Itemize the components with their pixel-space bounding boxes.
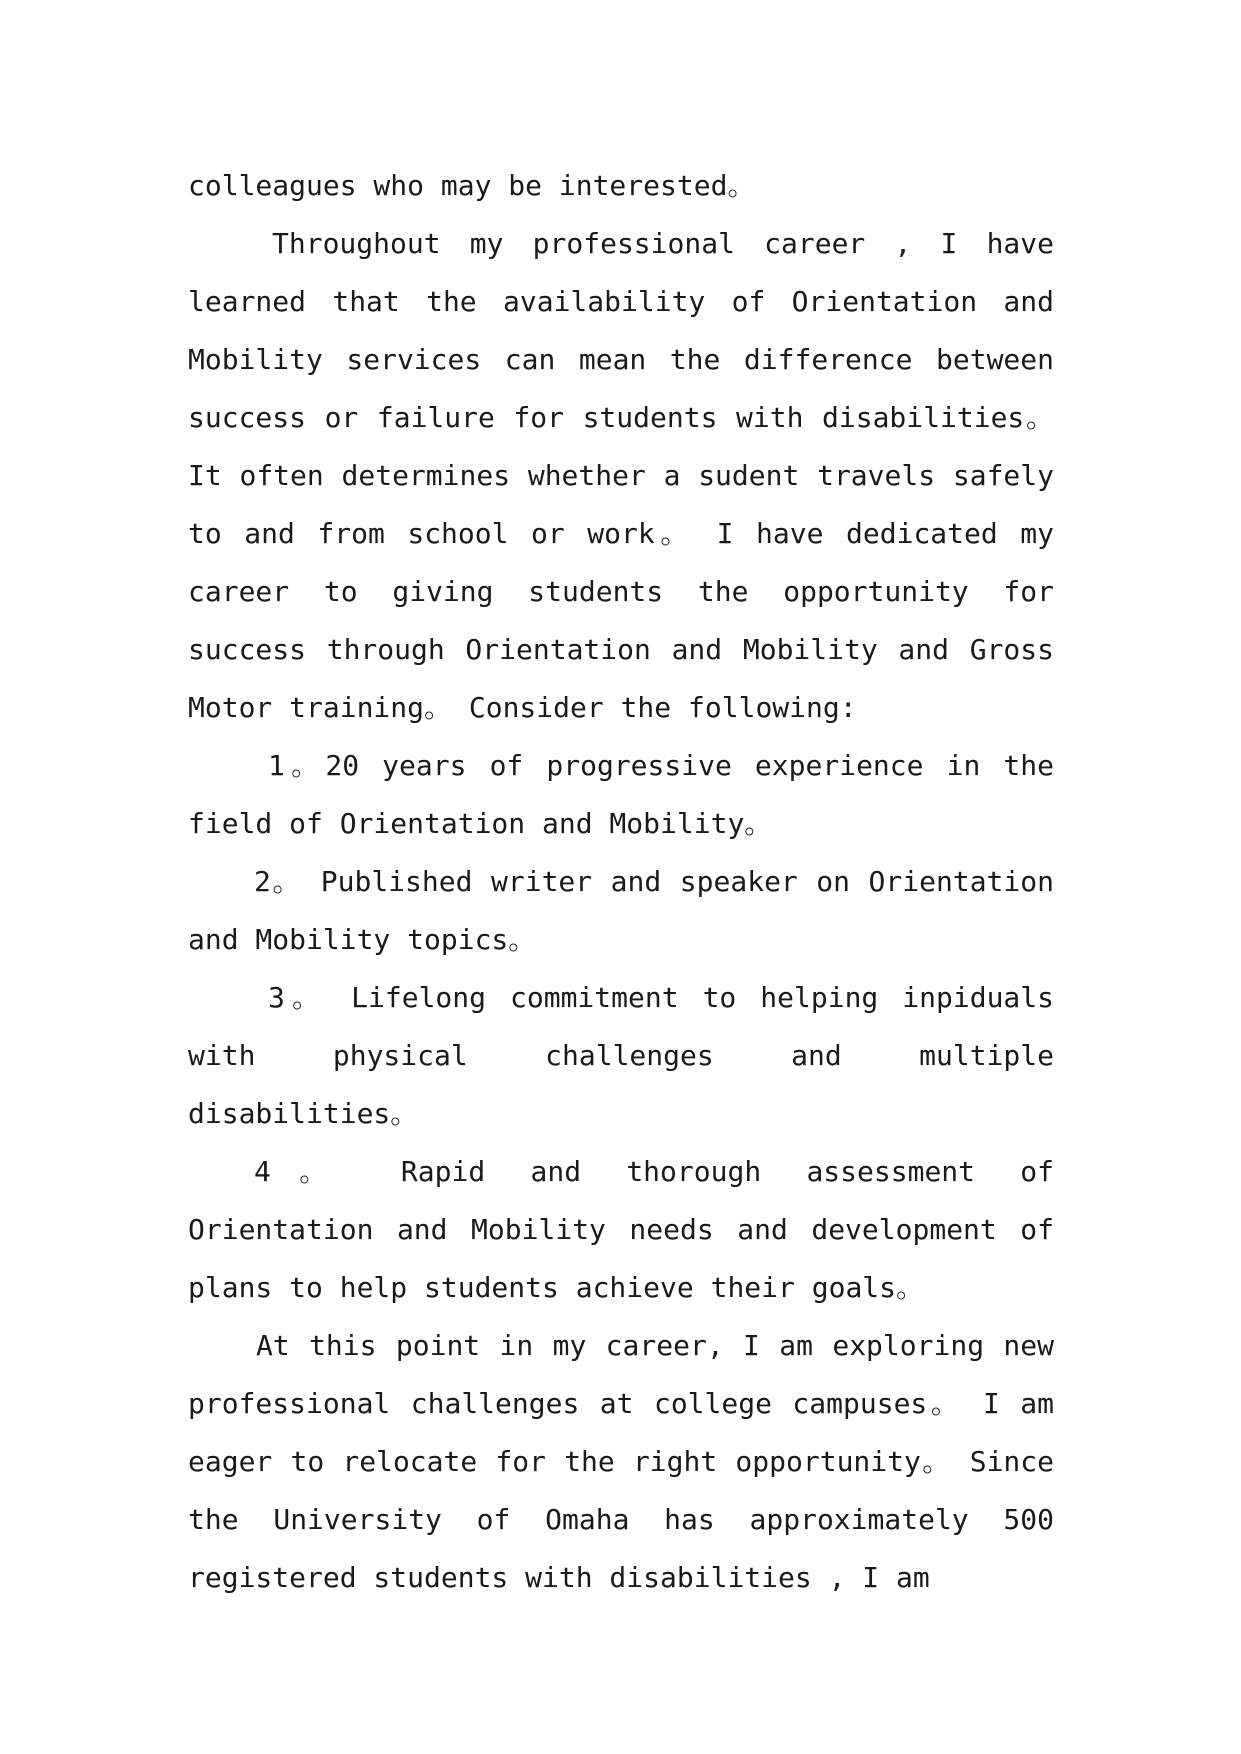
paragraph-closing: At this point in my career, I am exploring new professional challenges at college campuses。 I am eager to relocate for the right opportunity。 Since the University of Omaha has approximately 500 registered students with disabilities , I am bbox=[188, 1329, 1054, 1594]
list-item-2: 2。 Published writer and speaker on Orientation and Mobility topics。 bbox=[188, 865, 1054, 956]
body-text bbox=[188, 157, 1054, 1607]
paragraph-career: Throughout my professional career , I have learned that the availability of Orientation and Mobility services can mean the difference between success or failure for students with disabilities。 It often determines whether a sudent travels safely to and from school or work。 I have dedicated my career to giving students the opportunity for success through Orientation and Mobility and Gross Motor training。 Consider the following: bbox=[188, 227, 1054, 724]
list-item-1: 1。20 years of progressive experience in the field of Orientation and Mobility。 bbox=[188, 749, 1054, 840]
paragraph-continuation: colleagues who may be interested。 bbox=[188, 169, 756, 202]
list-item-4: 4。 Rapid and thorough assessment of Orientation and Mobility needs and development of plans to help students achieve their goals。 bbox=[188, 1155, 1054, 1304]
list-item-3: 3。 Lifelong commitment to helping inpiduals with physical challenges and multiple disabilities。 bbox=[188, 981, 1054, 1130]
